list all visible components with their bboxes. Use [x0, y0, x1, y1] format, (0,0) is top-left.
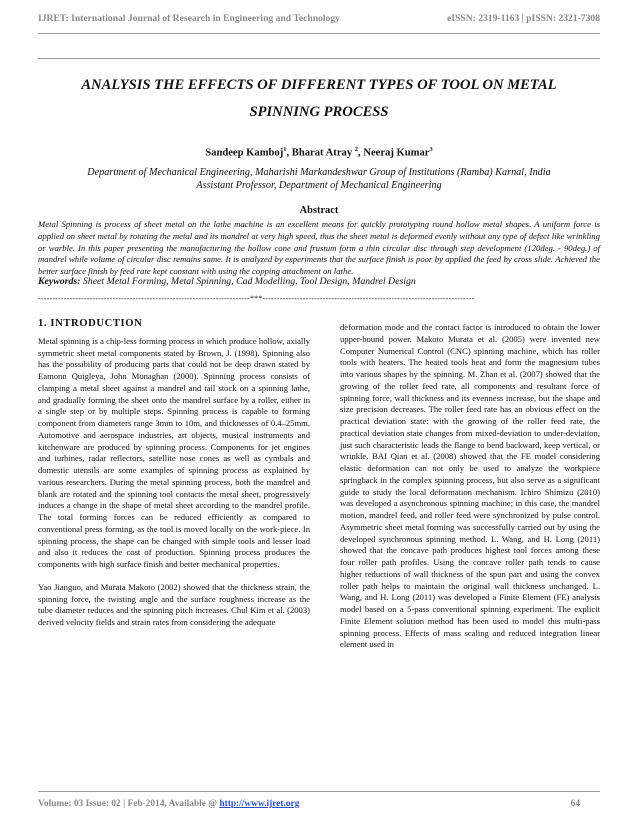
author-name: Bharat Atray	[291, 147, 355, 159]
author-name: Neeraj Kumar	[363, 147, 430, 159]
keywords-label: Keywords:	[38, 276, 81, 287]
affiliation-line-1: Department of Mechanical Engineering, Maharishi Markandeshwar Group of Institutions (Ramba) Karnal, India	[87, 167, 551, 178]
issn-info: eISSN: 2319-1163 | pISSN: 2321-7308	[447, 13, 600, 24]
affiliation-line-2: Assistant Professor, Department of Mechanical Engineering	[196, 180, 442, 191]
volume-info: Volume: 03 Issue: 02 | Feb-2014, Available @	[38, 799, 220, 809]
author-affil-mark: 3	[429, 146, 433, 153]
abstract-heading: Abstract	[299, 205, 339, 216]
left-column	[38, 318, 310, 640]
body-paragraph: deformation mode and the contact factor is introduced to obtain the lower upper-bound power. Makoto Murata et al. (2005) were invented new Computer Numerical Control (CNC) spinning machine, which has roller tools with heaters. The heated tools heat and form the magnesium tubes into various shapes by the spinning. M. Zhan et al. (2007) showed that the growing of the roller feed rate, all components and resultant force of spinning force, wall thickness and its evenness increase, but the shape and size precision decreases. The roller feed rate has an obvious effect on the practical deviation state: with the growing of the roller feed rate, the practical deviation state changes from mixed-deviation to under-deviation, just such characteristic leads the flange to bend backward, keep vertical, or wrinkle. BAI Qian et al. (2008) showed that the FE model considering elastic deformation can not only be used to analyze the workpiece springback in the complex spinning process, but also serve as a significant guide to study the local deformation mechanism. Ichiro Shimizu (2010) was developed a asynchronous spinning machine; in this case, the mandrel motion, mandrel feed, and roller feed were synchronized by pulse control. Asymmetric sheet metal forming was successfully carried out by using the developed synchronous spinning method. L. Wang, and H. Long (2011) showed that the concave path produces highest tool forces among these four roller path profiles. Using the concave roller path tends to cause higher reductions of wall thickness of the spun part and using the convex roller path helps to maintain the original wall thickness unchanged. L. Wang, and H. Long (2011) was developed a Finite Element (FE) analysis model based on a 5-pass conventional spinning experiment. The explicit Finite Element solution method has been used to model this multi-pass spinning process. Effects of mass scaling and reduced integration linear element used in	[340, 322, 600, 650]
author-separator: ,	[358, 147, 364, 159]
paper-title	[30, 72, 608, 126]
author-affil-mark: 1	[283, 146, 287, 153]
header-rule	[38, 33, 600, 34]
journal-link[interactable]: http://www.ijret.org	[219, 799, 300, 809]
author-affil-mark: 2	[354, 146, 359, 153]
keywords-text: Sheet Metal Forming, Metal Spinning, Cad Modelling, Tool Design, Mandrel Design	[80, 276, 416, 287]
affiliation	[50, 166, 588, 192]
running-footer	[38, 799, 600, 809]
abstract-text: Metal Spinning is process of sheet metal on the lathe machine is an excellent means for quickly prototyping round hollow metal shapes. A uniform force is applied on sheet metal by rotating the metal and its mandrel at very high speed, thus the sheet metal is deformed evenly without any type of defect like wrinkling or warble. In this paper presenting the manufacturing the hollow cone and frustum form a thin circular disc through step development (120deg. - 90deg.) of mandrel while volume of circular disc remains same. It is analyzed by experiments that the surface finish is poor by applied the feed by cross slide. Achieved the better surface finish by feed rate kept constant with using the copping attachment on lathe.	[38, 219, 600, 277]
running-header	[38, 13, 600, 24]
page-number: 64	[570, 799, 580, 809]
journal-name: IJRET: International Journal of Research in Engineering and Technology	[38, 13, 340, 24]
body-paragraph: Metal spinning is a chip-less forming process in which produce hollow, axially symmetric sheet metal components stated by Brown, J. (1998). Spinning also has the possibility of producing parts that could not be deep drawn stated by Eamonn Quigleya, John Monaghan (2000). Spinning process consists of clamping a metal sheet against a mandrel and tail stock on a spinning lathe, and gradually forming the sheet onto the mandrel surface by a roller, either in a single step or by multiple steps. Spinning process is capable to forming component from diameters range 3mm to 10m, and thicknesses of 0.4–25mm. Automotive and aerospace industries, art objects, musical instruments and kitchenware are produced by spinning process. Components for jet engines and turbines, radar reflectors, satellite nose cones as well as cymbals and domestic utensils are some examples of spinning process as explained by various researchers. During the metal spinning process, both the mandrel and blank are rotated and the spinning tool contacts the metal sheet, progressively induces a change in the shape of metal sheet according to the mandrel profile. The total forming forces can be reduced efficiently as compared to conventional press forming, as the tool is moved locally on the work-piece. In spinning process, the shape can be changed with simple tools and lesser load and also it reduces the cost of production. Spinning process produces the components with high surface finish and better mechanical properties.	[38, 335, 310, 569]
section-separator: --------------------------------------------------------------------------***--------------------------------------------------------------------------	[38, 294, 475, 303]
section-heading: 1. INTRODUCTION	[38, 318, 143, 329]
title-line-2: SPINNING PROCESS	[249, 104, 389, 120]
body-paragraph: Yao Jianguo, and Murata Makoto (2002) showed that the thickness strain, the spinning force, the twisting angle and the surface roughness increase as the tube diameter reduces and the spinning pitch increases. Chul Kim et al. (2003) derived velocity fields and strain rates from considering the adequate	[38, 581, 310, 627]
footer-rule	[38, 791, 600, 792]
author-separator: ,	[286, 147, 292, 159]
right-column	[340, 322, 600, 662]
author-list	[38, 146, 600, 159]
header-rule-2	[38, 58, 600, 59]
author-name: Sandeep Kamboj	[205, 147, 284, 159]
keywords	[38, 276, 600, 287]
title-line-1: ANALYSIS THE EFFECTS OF DIFFERENT TYPES OF TOOL ON METAL	[81, 77, 557, 93]
